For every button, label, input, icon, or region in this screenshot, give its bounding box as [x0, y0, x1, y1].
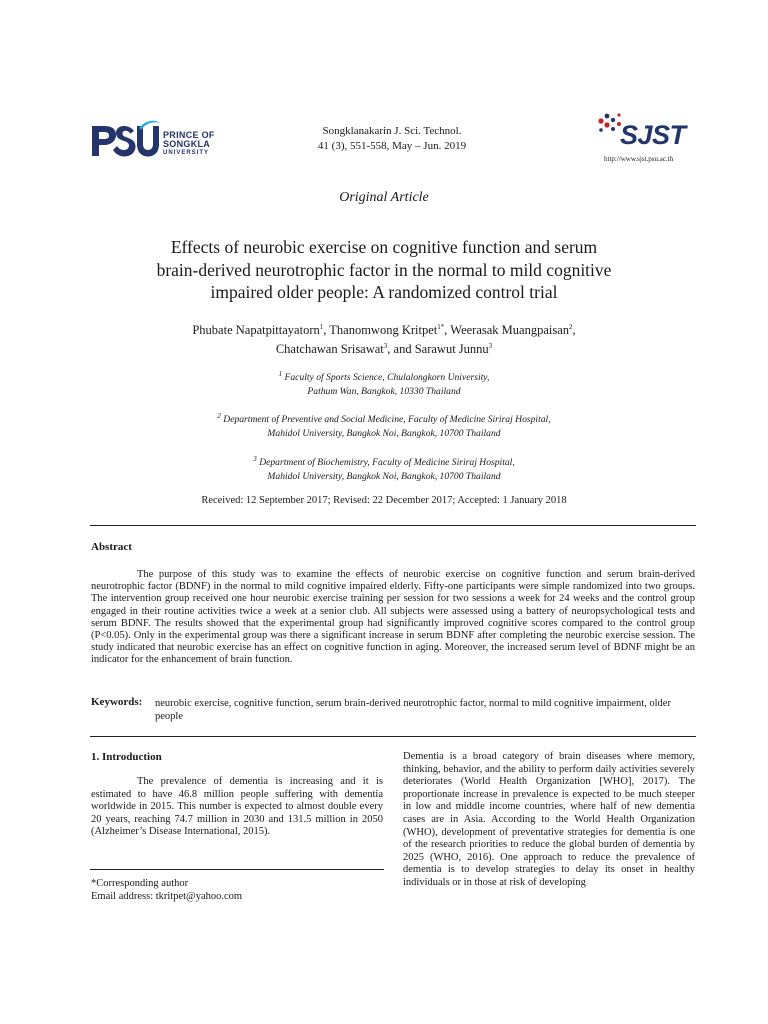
- affiliation-text: Faculty of Sports Science, Chulalongkorn University,: [284, 372, 490, 384]
- divider: [90, 525, 696, 526]
- journal-name: Songklanakarin J. Sci. Technol.: [322, 125, 462, 137]
- title-line: brain-derived neurotrophic factor in the normal to mild cognitive: [156, 259, 612, 280]
- article-title: [100, 236, 668, 304]
- article-dates: Received: 12 September 2017; Revised: 22 December 2017; Accepted: 1 January 2018: [201, 495, 567, 506]
- author-line: [100, 319, 668, 338]
- affiliation-line: [150, 367, 618, 385]
- abstract-body: The purpose of this study was to examine the effects of neurobic exercise on cognitive function and serum brain-derived neurotrophic factor (BDNF) in the normal to mild cognitive impaired elderly. Fifty-one participants were simple randomized into two groups. The intervention group received one hour neurobic exercise training per session for two sessions a week for 24 weeks and the control group engaged in their routine activities twice a week at a senior club. All subjects were assessed using a battery of neuropsychological tests and serum BDNF. The results showed that the experimental group had significantly improved cognitive scores compared to the control group (P<0.05). Only in the experimental group was there a significant increase in serum BDNF after completing the neurobic exercise session. The study indicated that neurobic exercise has an effect on cognitive function in aging. Moreover, the increased serum level of BDNF might be an indicator for the enhancement of brain function.: [91, 569, 695, 666]
- psu-logo: [90, 120, 230, 162]
- title-line: Effects of neurobic exercise on cognitive function and serum: [170, 237, 598, 257]
- author-name: , Thanomwong Kritpet: [323, 323, 438, 338]
- affiliation-text: Department of Biochemistry, Faculty of Medicine Siriraj Hospital,: [259, 457, 515, 469]
- corresponding-email[interactable]: Email address: tkritpet@yahoo.com: [91, 891, 243, 902]
- title-line: impaired older people: A randomized control trial: [210, 282, 558, 302]
- affiliation-number: 1: [278, 370, 283, 378]
- author-name: , and Sarawut Junnu: [387, 342, 489, 357]
- footnote-divider: [90, 869, 384, 870]
- section-heading: 1. Introduction: [91, 751, 162, 763]
- sjst-wordmark: SJST: [620, 120, 686, 150]
- affiliation-line: Mahidol University, Bangkok Noi, Bangkok, 10700 Thailand: [267, 428, 501, 440]
- affiliation-number: 3: [253, 455, 257, 463]
- sjst-logo: [596, 112, 706, 168]
- author-name: Chatchawan Srisawat: [275, 342, 384, 357]
- corresponding-author: *Corresponding author: [91, 878, 189, 889]
- affiliation-number: 2: [217, 412, 221, 420]
- divider: [90, 736, 696, 737]
- psu-line3: UNIVERSITY: [163, 150, 210, 156]
- author-affiliation-mark: 1: [319, 323, 324, 331]
- affiliation-line: [150, 452, 618, 470]
- author-affiliation-mark: 3: [383, 342, 388, 351]
- footnote: [91, 877, 242, 903]
- affiliation: [150, 452, 618, 484]
- journal-citation: [260, 124, 524, 154]
- affiliation-line: Pathum Wan, Bangkok, 10330 Thailand: [307, 386, 461, 398]
- journal-issue: 41 (3), 551-558, May – Jun. 2019: [317, 140, 467, 152]
- psu-line1: PRINCE OF: [163, 130, 215, 140]
- introduction-paragraph: The prevalence of dementia is increasing and it is estimated to have 46.8 million people suffering with dementia worldwide in 2015. This number is expected to almost double every 20 years, reaching 74.7 million in 2030 and 131.5 million in 2050 (Alzheimer’s Disease International, 2015).: [91, 776, 383, 838]
- author-affiliation-mark: 1*: [437, 323, 445, 331]
- affiliation: [150, 409, 618, 441]
- author-name: Phubate Napatpittayatorn: [192, 323, 320, 338]
- psu-monogram-icon: [90, 120, 160, 162]
- author-line: [100, 338, 668, 357]
- affiliation: [150, 367, 618, 399]
- keywords-text: neurobic exercise, cognitive function, serum brain-derived neurotrophic factor, normal to mild cognitive impairment, older people: [155, 698, 671, 722]
- author-name: , Weerasak Muangpaisan: [444, 323, 570, 338]
- sjst-url[interactable]: http://www.sjst.psu.ac.th: [604, 155, 674, 163]
- article-type: Original Article: [339, 190, 429, 205]
- affiliation-text: Department of Preventive and Social Medicine, Faculty of Medicine Siriraj Hospital,: [223, 414, 551, 426]
- author-affiliation-mark: 3: [488, 342, 493, 351]
- keywords-label: Keywords:: [91, 696, 143, 708]
- affiliation-line: Mahidol University, Bangkok Noi, Bangkok, 10700 Thailand: [267, 471, 501, 483]
- author-affiliation-mark: 2: [569, 323, 573, 331]
- author-list: [100, 319, 668, 357]
- author-separator: ,: [572, 323, 576, 338]
- introduction-column-2: Dementia is a broad category of brain diseases where memory, thinking, behavior, and the ability to perform daily activities severely deteriorates (World Health Organization [WHO], 2017). The proportionate increase in prevalence is expected to be much steeper in low and middle income countries, where half of new dementia cases are in Asia. According to the World Health Organization (WHO), development of preventative strategies for dementia is one of the research priorities to reduce the global burden of dementia by 2025 (WHO, 2016). One approach to reduce the prevalence of dementia is to develop strategies to delay its onset in healthy individuals or in those at risk of developing: [403, 751, 695, 888]
- abstract-heading: Abstract: [91, 541, 132, 553]
- psu-line2: SONGKLA: [163, 138, 211, 149]
- psu-wordmark: [163, 131, 215, 158]
- affiliation-line: [150, 409, 618, 427]
